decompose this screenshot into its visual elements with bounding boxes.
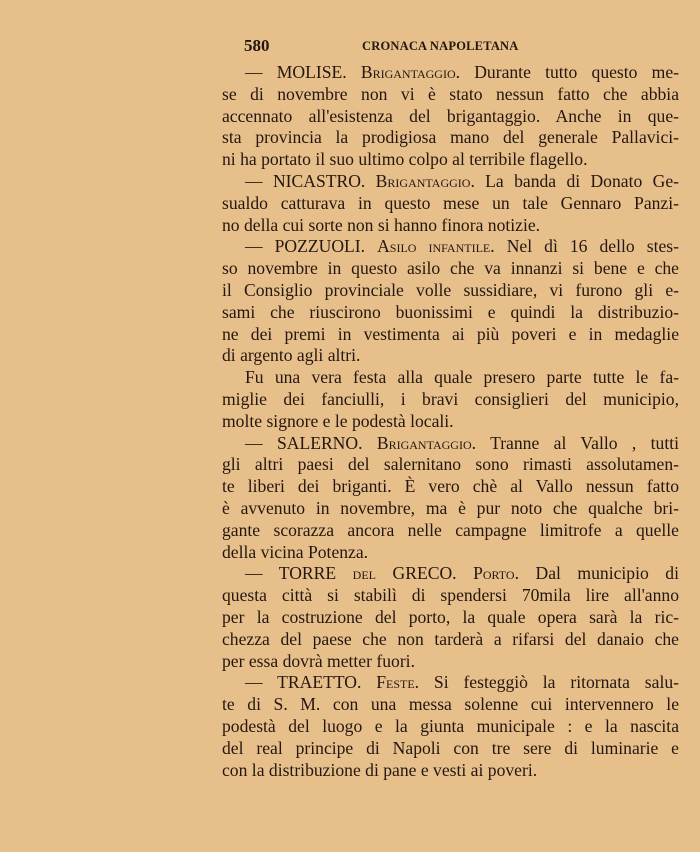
- text-segment: molte signore e le podestà locali.: [222, 410, 454, 431]
- text-line: [222, 280, 679, 302]
- text-line: [222, 149, 679, 171]
- section-subject: Feste: [376, 672, 415, 693]
- text-segment: GRECO.: [376, 563, 474, 584]
- text-segment: per la costruzione del porto, la quale opera sarà la ric-: [222, 606, 679, 627]
- text-segment: miglie dei fanciulli, i bravi consiglieri del municipio,: [222, 388, 679, 409]
- text-segment: te di S. M. con una messa solenne cui intervennero le: [222, 694, 679, 715]
- text-segment: il Consiglio provinciale volle sussidiare, vi furono gli e-: [222, 279, 679, 300]
- text-line: [222, 433, 679, 455]
- text-segment: gli altri paesi del salernitano sono rimasti assolutamen-: [222, 454, 679, 475]
- text-line: [222, 760, 679, 782]
- section-subject: Brigantaggio: [376, 432, 472, 453]
- text-line: [222, 716, 679, 738]
- text-line: [222, 302, 679, 324]
- text-line: [222, 520, 679, 542]
- text-line: [222, 193, 679, 215]
- text-segment: se di novembre non vi è stato nessun fatto che abbia: [222, 83, 679, 104]
- text-line: [222, 498, 679, 520]
- text-line: [222, 106, 679, 128]
- text-segment: Fu una vera festa alla quale presero parte tutte le fa-: [245, 367, 679, 388]
- section-subject: Asilo infantile: [377, 236, 491, 257]
- text-line: [222, 411, 679, 433]
- text-segment: gante scorazza ancora nelle campagne limitrofe a quelle: [222, 519, 679, 540]
- text-segment: di argento agli altri.: [222, 345, 361, 366]
- text-line: [222, 585, 679, 607]
- text-line: [222, 607, 679, 629]
- page-header: [244, 36, 564, 58]
- text-segment: — TORRE: [245, 563, 353, 584]
- text-segment: accennato all'esistenza del brigantaggio. Anche in que-: [222, 105, 679, 126]
- text-line: [222, 367, 679, 389]
- section-subject: Brigantaggio: [375, 170, 471, 191]
- text-segment: so novembre in questo asilo che va innanzi si bene e che: [222, 258, 679, 279]
- page-body: [222, 62, 679, 781]
- text-segment: . Si festeggiò la ritornata salu-: [414, 672, 679, 693]
- text-segment: — NICASTRO.: [245, 170, 376, 191]
- text-line: [222, 127, 679, 149]
- text-line: [222, 171, 679, 193]
- text-line: [222, 738, 679, 760]
- text-line: [222, 542, 679, 564]
- text-segment: . Tranne al Vallo , tutti: [471, 432, 679, 453]
- text-segment: sami che riuscirono buonissimi e quindi la distribuzio-: [222, 301, 679, 322]
- page-number: 580: [244, 36, 270, 55]
- text-segment: . Durante tutto questo me-: [455, 62, 679, 82]
- text-segment: è avvenuto in novembre, ma è pur noto che qualche bri-: [222, 497, 679, 518]
- text-line: [222, 236, 679, 258]
- text-segment: del real principe di Napoli con tre sere di luminarie e: [222, 737, 679, 758]
- text-line: [222, 324, 679, 346]
- text-line: [222, 62, 679, 84]
- text-line: [222, 672, 679, 694]
- text-segment: — MOLISE.: [245, 62, 361, 82]
- text-segment: . Dal municipio di: [514, 563, 679, 584]
- text-segment: — TRAETTO.: [245, 672, 377, 693]
- text-line: [222, 258, 679, 280]
- text-segment: no della cui sorte non si hanno finora notizie.: [222, 214, 541, 235]
- running-head: CRONACA NAPOLETANA: [362, 39, 519, 53]
- section-subject: del: [352, 563, 376, 584]
- text-segment: sta provincia la prodigiosa mano del generale Pallavici-: [222, 127, 679, 148]
- text-segment: della vicina Potenza.: [222, 541, 369, 562]
- text-segment: questa città si stabilì di spendersi 70mila lire all'anno: [222, 585, 679, 606]
- text-segment: ni ha portato il suo ultimo colpo al terribile flagello.: [222, 149, 588, 170]
- text-line: [222, 215, 679, 237]
- text-line: [222, 345, 679, 367]
- text-line: [222, 629, 679, 651]
- text-line: [222, 563, 679, 585]
- text-line: [222, 476, 679, 498]
- section-subject: Porto: [473, 563, 515, 584]
- text-segment: . Nel dì 16 dello stes-: [490, 236, 679, 257]
- text-line: [222, 651, 679, 673]
- text-line: [222, 694, 679, 716]
- text-segment: con la distribuzione di pane e vesti ai poveri.: [222, 759, 538, 780]
- section-subject: Brigantaggio: [360, 62, 456, 82]
- text-segment: . La banda di Donato Ge-: [470, 170, 679, 191]
- text-line: [222, 389, 679, 411]
- text-segment: sualdo catturava in questo mese un tale Gennaro Panzi-: [222, 192, 679, 213]
- text-segment: chezza del paese che non tarderà a rifarsi del danaio che: [222, 628, 679, 649]
- text-segment: podestà del luogo e la giunta municipale : e la nascita: [222, 715, 679, 736]
- text-line: [222, 454, 679, 476]
- text-segment: per essa dovrà metter fuori.: [222, 650, 415, 671]
- text-segment: ne dei premi in vestimenta ai più poveri e in medaglie: [222, 323, 679, 344]
- text-segment: te liberi dei briganti. È vero chè al Vallo nessun fatto: [222, 476, 679, 497]
- text-segment: — SALERNO.: [245, 432, 377, 453]
- text-segment: — POZZUOLI.: [245, 236, 378, 257]
- text-line: [222, 84, 679, 106]
